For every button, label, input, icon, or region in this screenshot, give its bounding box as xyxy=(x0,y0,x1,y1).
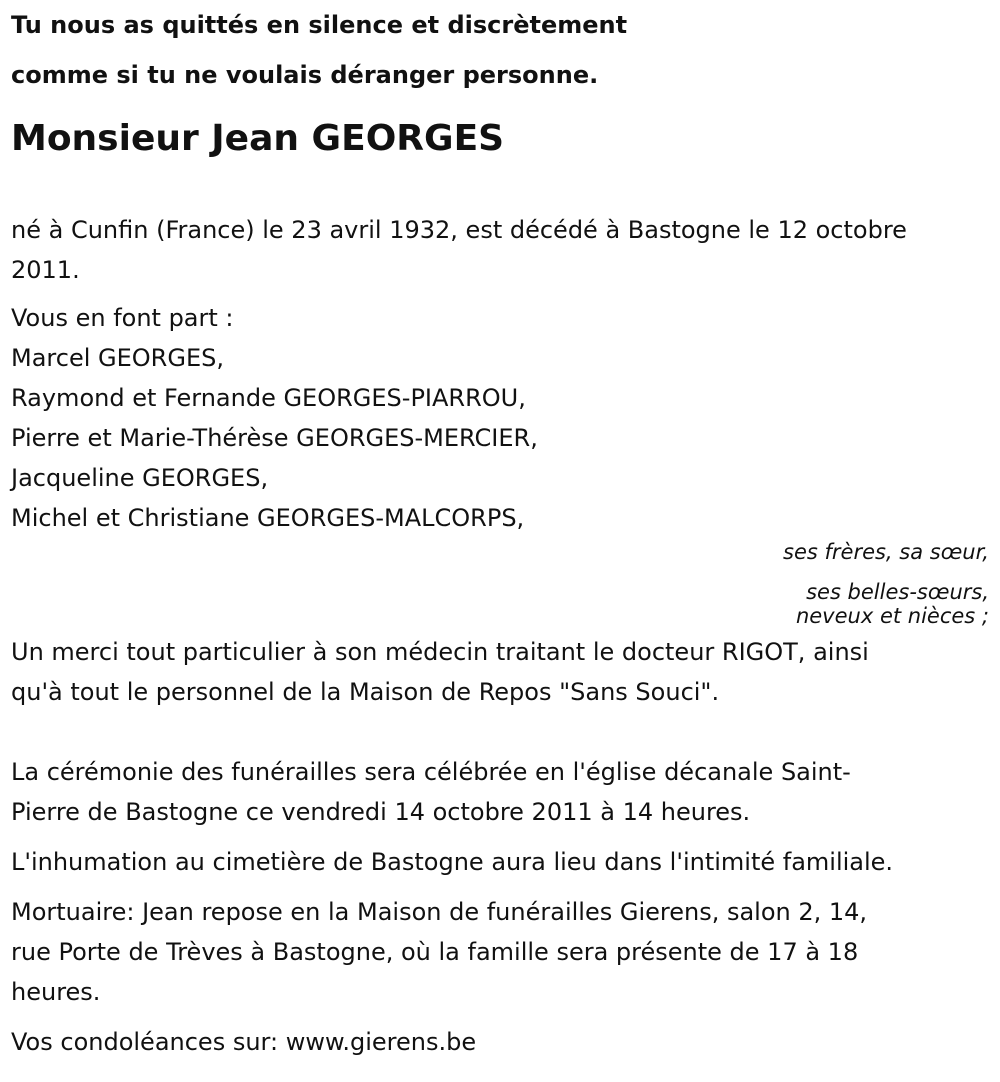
birth-line-2: 2011. xyxy=(11,256,80,284)
birth-line-1: né à Cunfin (France) le 23 avril 1932, est décédé à Bastogne le 12 octobre xyxy=(11,216,907,244)
mortuary-line-1: Mortuaire: Jean repose en la Maison de funérailles Gierens, salon 2, 14, xyxy=(11,898,868,926)
relation-in-laws xyxy=(11,580,989,628)
ceremony-line-1: La cérémonie des funérailles sera célébrée en l'église décanale Saint- xyxy=(11,758,851,786)
announce-intro: Vous en font part : xyxy=(11,304,234,332)
poem-verse xyxy=(11,0,989,100)
birth-death-statement xyxy=(11,210,989,290)
family-member: Michel et Christiane GEORGES-MALCORPS, xyxy=(11,504,525,532)
poem-line-2: comme si tu ne voulais déranger personne. xyxy=(11,61,599,89)
family-member: Marcel GEORGES, xyxy=(11,344,224,372)
condolences-line: Vos condoléances sur: www.gierens.be xyxy=(11,1028,477,1056)
poem-line-1: Tu nous as quittés en silence et discrètement xyxy=(11,11,628,39)
relation-nephews-line: neveux et nièces ; xyxy=(795,604,989,628)
thanks-line-2: qu'à tout le personnel de la Maison de Repos "Sans Souci". xyxy=(11,678,720,706)
mortuary-paragraph xyxy=(11,892,989,1012)
burial-paragraph: L'inhumation au cimetière de Bastogne aura lieu dans l'intimité familiale. xyxy=(11,848,894,876)
page-title: Monsieur Jean GEORGES xyxy=(11,118,505,159)
thanks-line-1: Un merci tout particulier à son médecin traitant le docteur RIGOT, ainsi xyxy=(11,638,869,666)
family-member: Jacqueline GEORGES, xyxy=(11,464,269,492)
mortuary-line-2: rue Porte de Trèves à Bastogne, où la famille sera présente de 17 à 18 xyxy=(11,938,859,966)
relation-siblings: ses frères, sa sœur, xyxy=(783,540,989,564)
relation-in-laws-line: ses belles-sœurs, xyxy=(806,580,989,604)
family-announcement xyxy=(11,298,989,538)
thanks-paragraph xyxy=(11,632,989,712)
obituary-document xyxy=(11,0,989,1062)
family-member: Pierre et Marie-Thérèse GEORGES-MERCIER, xyxy=(11,424,538,452)
ceremony-line-2: Pierre de Bastogne ce vendredi 14 octobre 2011 à 14 heures. xyxy=(11,798,751,826)
ceremony-paragraph xyxy=(11,752,989,832)
mortuary-line-3: heures. xyxy=(11,978,101,1006)
family-member: Raymond et Fernande GEORGES-PIARROU, xyxy=(11,384,526,412)
